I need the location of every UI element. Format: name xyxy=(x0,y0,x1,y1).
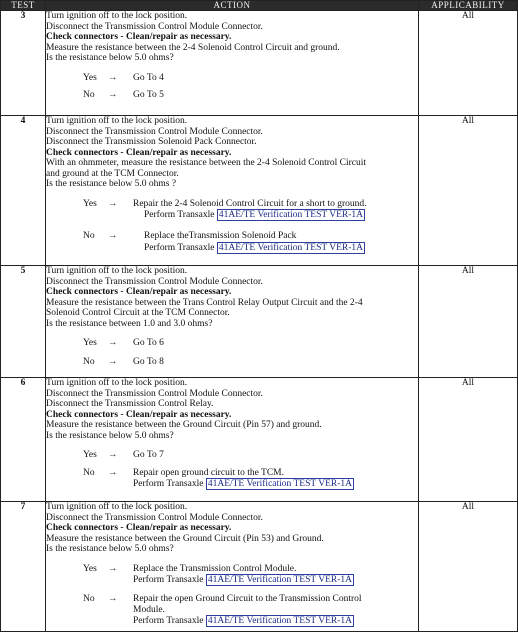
action-cell xyxy=(46,378,419,502)
action-line: Check connectors - Clean/repair as necessary. xyxy=(46,287,232,297)
yes-text: Go To 7 xyxy=(133,450,164,460)
action-line: Turn ignition off to the lock position. xyxy=(46,116,188,126)
yes-branch xyxy=(46,450,418,461)
perform-line xyxy=(133,209,418,221)
test-number: 5 xyxy=(1,266,46,378)
action-line: Measure the resistance between the Ground Circuit (Pin 57) and ground. xyxy=(46,420,322,430)
no-branch xyxy=(46,357,418,368)
perform-line xyxy=(133,615,418,627)
no-text: Go To 5 xyxy=(133,90,164,100)
no-label: No xyxy=(83,356,95,367)
no-branch xyxy=(46,231,418,254)
action-line: Check connectors - Clean/repair as necessary. xyxy=(46,147,232,158)
table-row xyxy=(1,11,518,116)
yes-label: Yes xyxy=(83,563,97,574)
arrow-icon: → xyxy=(108,594,118,604)
yes-branch xyxy=(46,338,418,349)
action-line: Turn ignition off to the lock position. xyxy=(46,266,188,276)
verification-test-link[interactable]: 41AE/TE Verification TEST VER-1A xyxy=(207,479,352,489)
yes-action: Replace the Transmission Control Module. xyxy=(133,563,297,574)
yes-label: Yes xyxy=(83,338,97,348)
applicability-value: All xyxy=(419,502,518,632)
verification-test-link[interactable]: 41AE/TE Verification TEST VER-1A xyxy=(218,210,363,220)
yes-text: Go To 6 xyxy=(133,338,164,348)
action-line: Measure the resistance between the 2-4 Solenoid Control Circuit and ground. xyxy=(46,42,340,53)
no-label: No xyxy=(83,231,95,241)
test-number: 6 xyxy=(1,378,46,502)
action-line: Is the resistance below 5.0 ohms? xyxy=(46,430,174,441)
yes-branch xyxy=(46,564,418,587)
no-action: Replace theTransmission Solenoid Pack xyxy=(144,231,297,241)
action-line: Is the resistance below 5.0 ohms? xyxy=(46,544,174,554)
action-line: Disconnect the Transmission Control Module Connector. xyxy=(46,276,263,287)
yes-branch xyxy=(46,199,418,222)
yes-text xyxy=(133,564,418,587)
header-test: TEST xyxy=(1,1,46,11)
applicability-value: All xyxy=(419,266,518,378)
yes-branch xyxy=(46,73,418,84)
no-text xyxy=(133,594,418,627)
verification-test-link[interactable]: 41AE/TE Verification TEST VER-1A xyxy=(207,575,352,585)
action-line: With an ohmmeter, measure the resistance between the 2-4 Solenoid Control Circuit xyxy=(46,158,367,168)
action-cell xyxy=(46,502,419,632)
test-number: 3 xyxy=(1,11,46,116)
action-line: Measure the resistance between the Trans Control Relay Output Circuit and the 2-4 xyxy=(46,297,363,308)
verification-test-link[interactable]: 41AE/TE Verification TEST VER-1A xyxy=(218,242,363,253)
arrow-icon: → xyxy=(108,356,118,367)
action-line: Solenoid Control Circuit at the TCM Connector. xyxy=(46,308,230,318)
perform-label: Perform Transaxle xyxy=(133,479,204,489)
no-branch xyxy=(46,594,418,627)
no-action: Repair open ground circuit to the TCM. xyxy=(133,467,285,478)
action-line: Disconnect the Transmission Control Module Connector. xyxy=(46,388,263,399)
arrow-icon: → xyxy=(108,467,118,478)
perform-line xyxy=(133,242,418,254)
yes-text xyxy=(133,199,418,222)
arrow-icon: → xyxy=(108,90,118,100)
no-action: Repair the open Ground Circuit to the Transmission Control xyxy=(133,594,362,604)
yes-action: Repair the 2-4 Solenoid Control Circuit for a short to ground. xyxy=(133,198,367,209)
perform-line xyxy=(133,574,418,586)
no-label: No xyxy=(83,467,95,478)
no-text: Go To 8 xyxy=(133,356,164,367)
action-line: Disconnect the Transmission Control Module Connector. xyxy=(46,126,263,137)
action-line: Disconnect the Transmission Control Relay. xyxy=(46,399,214,409)
action-line: Check connectors - Clean/repair as necessary. xyxy=(46,523,232,533)
perform-label: Perform Transaxle xyxy=(144,210,215,220)
header-action: ACTION xyxy=(46,1,419,11)
action-line: Turn ignition off to the lock position. xyxy=(46,378,188,388)
verification-test-link[interactable]: 41AE/TE Verification TEST VER-1A xyxy=(207,616,352,626)
yes-label: Yes xyxy=(83,450,97,460)
applicability-value: All xyxy=(419,378,518,502)
action-line: Disconnect the Transmission Solenoid Pack Connector. xyxy=(46,137,257,147)
arrow-icon: → xyxy=(108,450,118,460)
action-line: Is the resistance below 5.0 ohms ? xyxy=(46,179,177,189)
action-line: Measure the resistance between the Ground Circuit (Pin 53) and Ground. xyxy=(46,533,324,544)
yes-label: Yes xyxy=(83,198,97,209)
arrow-icon: → xyxy=(108,198,118,209)
applicability-value: All xyxy=(419,116,518,266)
arrow-icon: → xyxy=(108,231,118,241)
no-label: No xyxy=(83,90,95,100)
action-line: Disconnect the Transmission Control Module Connector. xyxy=(46,512,263,523)
action-line: Is the resistance between 1.0 and 3.0 ohms? xyxy=(46,318,213,329)
action-cell xyxy=(46,11,419,116)
perform-label: Perform Transaxle xyxy=(133,616,204,626)
action-line: Turn ignition off to the lock position. xyxy=(46,502,188,512)
action-line: Is the resistance below 5.0 ohms? xyxy=(46,53,174,63)
action-line: Check connectors - Clean/repair as necessary. xyxy=(46,409,232,420)
no-label: No xyxy=(83,594,95,604)
no-text xyxy=(133,231,418,254)
action-line: Turn ignition off to the lock position. xyxy=(46,11,188,21)
table-row xyxy=(1,116,518,266)
table-row xyxy=(1,266,518,378)
perform-label: Perform Transaxle xyxy=(133,575,204,585)
no-branch xyxy=(46,468,418,491)
test-number: 7 xyxy=(1,502,46,632)
applicability-value: All xyxy=(419,11,518,116)
action-cell xyxy=(46,116,419,266)
yes-text: Go To 4 xyxy=(133,72,164,83)
action-line: Disconnect the Transmission Control Module Connector. xyxy=(46,21,263,32)
action-line: Check connectors - Clean/repair as necessary. xyxy=(46,32,232,42)
table-header xyxy=(1,1,518,11)
action-cell xyxy=(46,266,419,378)
test-number: 4 xyxy=(1,116,46,266)
perform-label: Perform Transaxle xyxy=(144,242,215,253)
arrow-icon: → xyxy=(108,563,118,574)
arrow-icon: → xyxy=(108,72,118,83)
no-text xyxy=(133,468,418,491)
perform-line xyxy=(133,478,418,490)
no-action-cont: Module. xyxy=(133,604,165,615)
yes-label: Yes xyxy=(83,72,97,83)
action-line: and ground at the TCM Connector. xyxy=(46,168,179,179)
no-branch xyxy=(46,90,418,101)
table-row xyxy=(1,502,518,632)
arrow-icon: → xyxy=(108,338,118,348)
header-applicability: APPLICABILITY xyxy=(419,1,518,11)
table-row xyxy=(1,378,518,502)
